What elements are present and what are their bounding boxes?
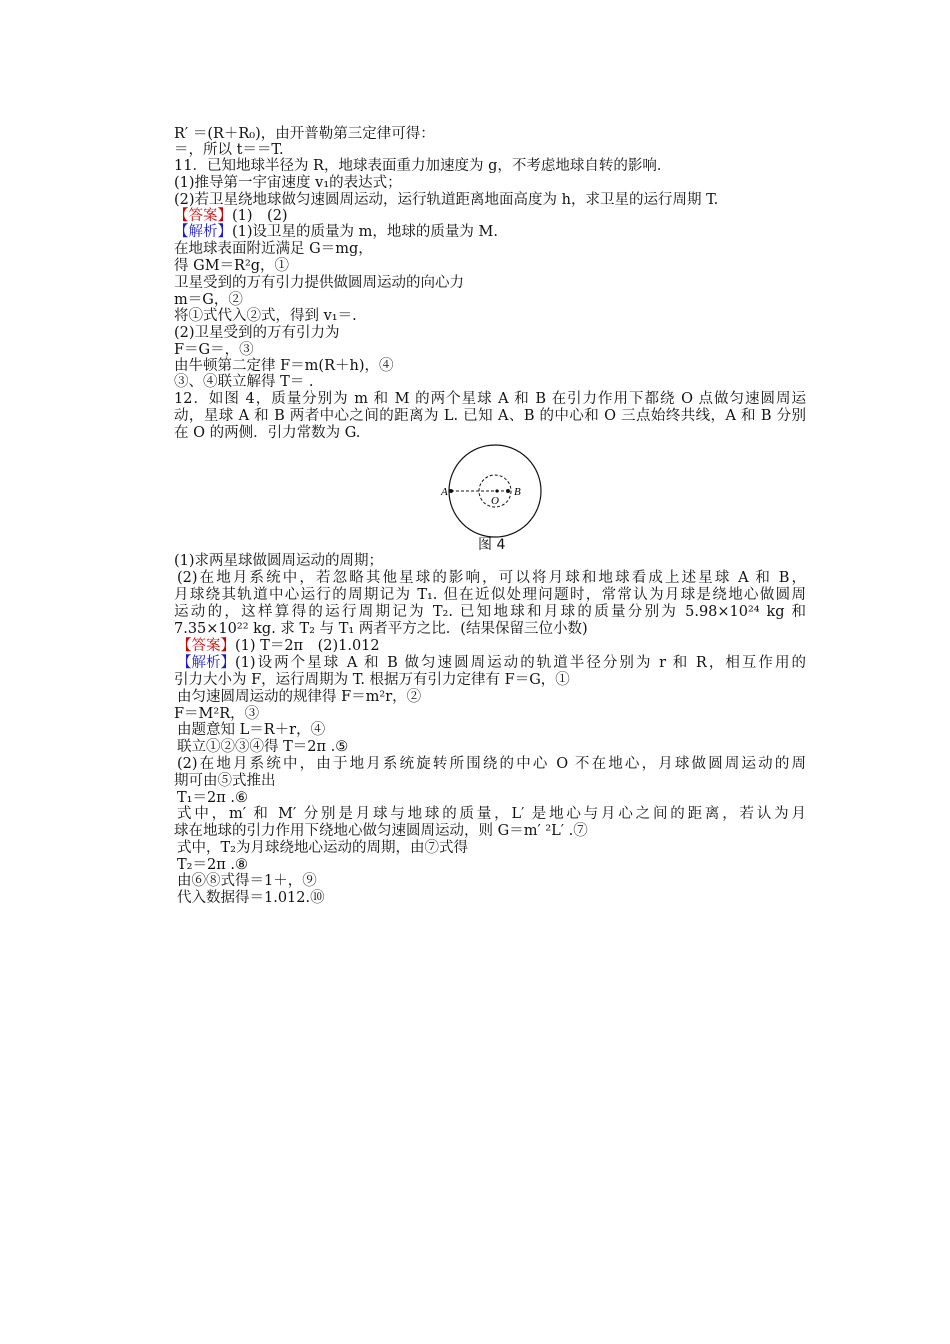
answer-line <box>177 638 809 655</box>
text-line: 由牛顿第二定律 F＝m(R＋h)，④ <box>174 358 394 374</box>
figure-caption: 图 4 <box>478 537 506 553</box>
text-line: 由题意知 L＝R＋r，④ <box>177 722 326 738</box>
answer-tag: 【答案】 <box>174 208 232 224</box>
question-12: 12．如图 4，质量分别为 m 和 M 的两个星球 A 和 B 在引力作用下都绕 O 点做匀速圆周运 <box>174 391 806 407</box>
analysis-line <box>177 655 806 672</box>
text-line: 式中，m′ 和 M′ 分别是月球与地球的质量，L′ 是地心与月心之间的距离，若认为月 <box>177 806 806 822</box>
text-line: 引力大小为 F，运行周期为 T. 根据万有引力定律有 F＝G，① <box>174 672 570 688</box>
text-line: (2)在地月系统中，由于地月系统旋转所围绕的中心 O 不在地心，月球做圆周运动的周 <box>177 756 806 772</box>
text-line: 将①式代入②式，得到 v₁＝. <box>174 308 357 324</box>
text-line: 在 O 的两侧．引力常数为 G. <box>174 425 361 441</box>
text-line: T₁＝2π .⑥ <box>177 790 248 806</box>
text-line: 卫星受到的万有引力提供做圆周运动的向心力 <box>174 275 464 291</box>
orbit-diagram <box>440 442 550 538</box>
question-11: 11．已知地球半径为 R，地球表面重力加速度为 g，不考虑地球自转的影响． <box>174 158 672 174</box>
text-line: (1)求两星球做圆周运动的周期； <box>174 553 384 569</box>
text-line: 由匀速圆周运动的规律得 F＝m²r，② <box>177 689 422 705</box>
analysis-text: (1)设卫星的质量为 m，地球的质量为 M. <box>232 224 498 240</box>
star-b-dot <box>506 489 510 493</box>
text-line: m＝G，② <box>174 292 243 308</box>
answer-line <box>174 208 806 225</box>
text-line: (2)若卫星绕地球做匀速圆周运动，运行轨道距离地面高度为 h，求卫星的运行周期 T. <box>174 192 719 208</box>
label-o: O <box>491 495 499 507</box>
label-a: A <box>441 486 448 498</box>
text-line: (2)卫星受到的万有引力为 <box>174 325 340 341</box>
text-line: 在地球表面附近满足 G＝mg， <box>174 241 373 257</box>
answer-text: (1) (2) <box>232 208 288 224</box>
text-line: 球在地球的引力作用下绕地心做匀速圆周运动，则 G＝m′ ²L′ .⑦ <box>174 823 588 839</box>
analysis-line <box>174 224 806 241</box>
label-b: B <box>514 486 521 498</box>
answer-text: (1) T＝2π (2)1.012 <box>235 638 380 654</box>
analysis-tag: 【解析】 <box>174 224 232 240</box>
text-line: R′ ＝(R＋R₀)，由开普勒第三定律可得： <box>174 126 435 142</box>
text-line: 由⑥⑧式得＝1＋，⑨ <box>177 873 317 889</box>
text-line: 联立①②③④得 T＝2π .⑤ <box>177 739 349 755</box>
answer-tag: 【答案】 <box>177 638 235 654</box>
text-line: 月球绕其轨道中心运行的周期记为 T₁. 但在近似处理问题时，常常认为月球是绕地心做圆周 <box>174 587 806 603</box>
text-line: 代入数据得＝1.012.⑩ <box>177 890 325 906</box>
text-line: F＝M²R，③ <box>174 706 260 722</box>
analysis-tag: 【解析】 <box>177 655 235 671</box>
text-line: 期可由⑤式推出 <box>174 773 276 789</box>
text-line: 式中，T₂为月球绕地心运动的周期，由⑦式得 <box>177 840 468 856</box>
center-o-dot <box>495 489 498 492</box>
analysis-text: (1)设两个星球 A 和 B 做匀速圆周运动的轨道半径分别为 r 和 R，相互作用的 <box>235 655 806 671</box>
text-line: T₂＝2π .⑧ <box>177 857 248 873</box>
text-line: ③、④联立解得 T＝ . <box>174 374 314 390</box>
star-a-dot <box>449 489 453 493</box>
text-line: 得 GM＝R²g，① <box>174 258 290 274</box>
text-line: (1)推导第一宇宙速度 v₁的表达式； <box>174 175 402 191</box>
text-line: F＝G＝，③ <box>174 342 254 358</box>
text-line: (2)在地月系统中，若忽略其他星球的影响，可以将月球和地球看成上述星球 A 和 B， <box>177 570 806 586</box>
text-line: 7.35×10²² kg. 求 T₂ 与 T₁ 两者平方之比．(结果保留三位小数) <box>174 621 588 637</box>
text-line: 运动的，这样算得的运行周期记为 T₂. 已知地球和月球的质量分别为 5.98×10²⁴ kg 和 <box>174 604 806 620</box>
text-line: 动，星球 A 和 B 两者中心之间的距离为 L. 已知 A、B 的中心和 O 三点始终共线，A 和 B 分别 <box>174 408 806 424</box>
text-line: ＝，所以 t＝＝T. <box>174 142 284 158</box>
